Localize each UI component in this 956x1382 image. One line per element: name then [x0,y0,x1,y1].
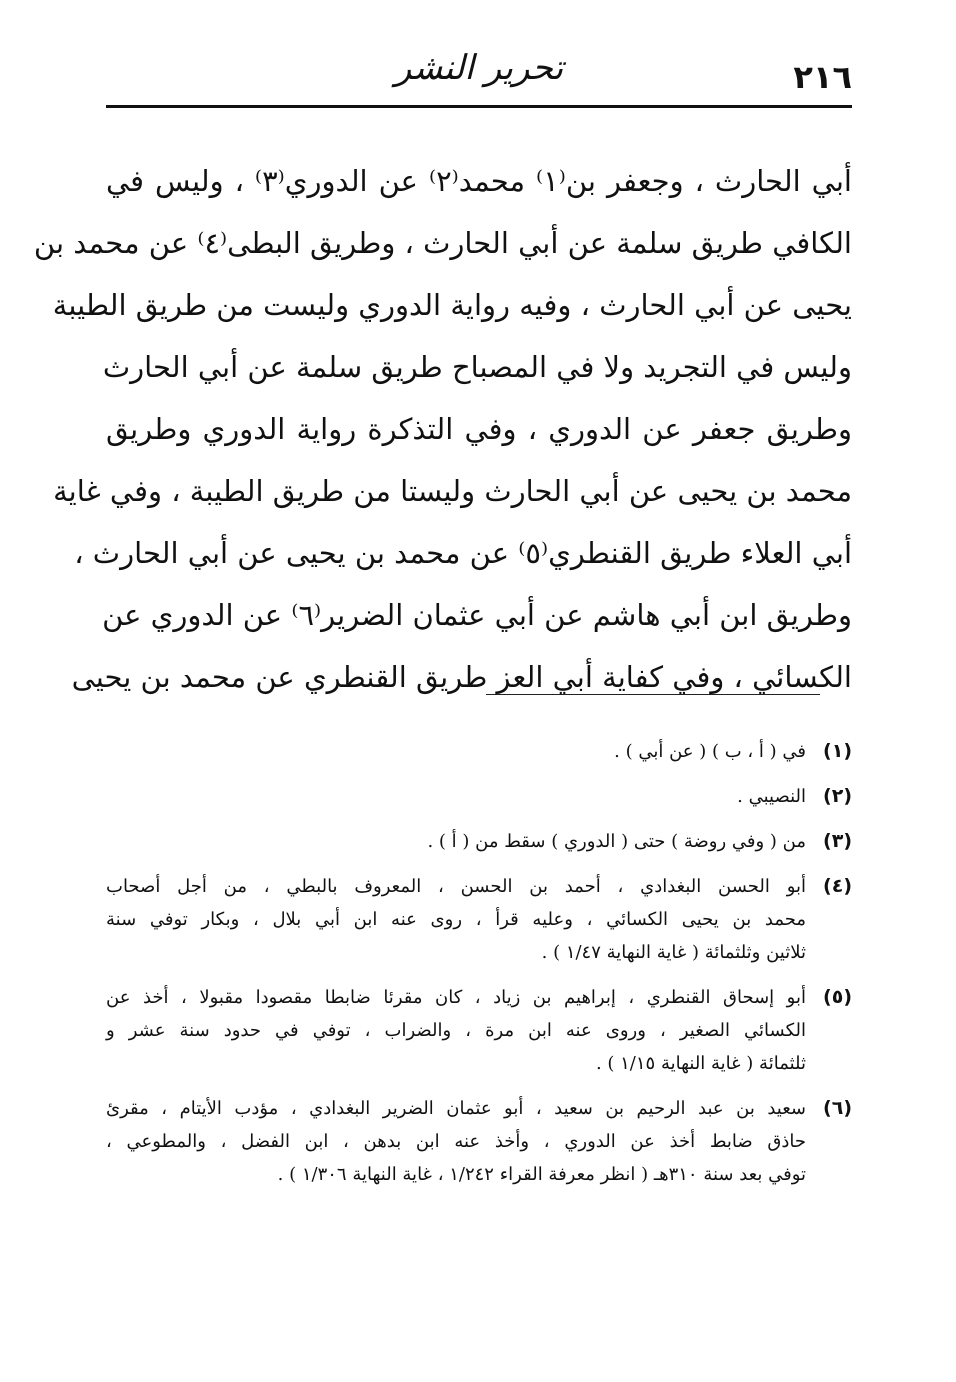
footnote-line: من ( وفي روضة ) حتى ( الدوري ) سقط من ( أ ) . [427,831,806,852]
footnote-line: أبو إسحاق القنطري ، إبراهيم بن زياد ، كان مقرئا ضابطا مقصودا مقبولا ، أخذ عن [106,987,806,1008]
text-line: وطريق جعفر عن الدوري ، وفي التذكرة رواية الدوري وطريق [106,412,852,446]
text-line: أبي الحارث ، وجعفر بن⁽١⁾ محمد⁽٢⁾ عن الدوري⁽٣⁾ ، وليس في [106,164,852,198]
text-line: محمد بن يحيى عن أبي الحارث وليستا من طريق الطيبة ، وفي غاية [53,474,852,508]
footnote-number: (٣) [823,830,852,852]
footnote-number: (٢) [823,785,852,807]
footnote-line: أبو الحسن البغدادي ، أحمد بن الحسن ، المعروف بالبطي ، من أجل أصحاب [106,876,806,897]
footnote-3 [106,825,852,858]
footnote-number: (١) [823,740,852,762]
footnote-1 [106,735,852,768]
footnote-6 [106,1092,852,1191]
text-line: الكسائي ، وفي كفاية أبي العز طريق القنطري عن محمد بن يحيى [71,660,852,694]
footnote-number: (٤) [823,875,852,897]
running-title: تحرير النشر [394,48,564,88]
footnote-separator [486,694,820,695]
footnote-line: محمد بن يحيى الكسائي ، وعليه قرأ ، روى عنه ابن أبي بلال ، وبكار توفي سنة [106,909,806,930]
footnote-number: (٥) [823,986,852,1008]
footnote-line: الكسائي الصغير ، وروى عنه ابن مرة ، والضراب ، توفي في حدود سنة عشر و [106,1020,806,1041]
page-header [106,40,852,108]
footnote-line: في ( أ ، ب ) ( عن أبي ) . [614,741,806,762]
text-line: أبي العلاء طريق القنطري⁽٥⁾ عن محمد بن يحيى عن أبي الحارث ، [74,536,852,570]
footnote-2 [106,780,852,813]
footnote-5 [106,981,852,1080]
footnote-line: ثلاثين وثلثمائة ( غاية النهاية ١/٤٧ ) . [541,942,806,963]
main-text [33,150,852,708]
page-number: ٢١٦ [793,58,852,96]
footnote-line: ثلثمائة ( غاية النهاية ١/١٥ ) . [595,1053,806,1074]
text-line: وليس في التجريد ولا في المصباح طريق سلمة عن أبي الحارث [102,350,852,384]
header-rule [106,105,852,108]
text-line: يحيى عن أبي الحارث ، وفيه رواية الدوري وليست من طريق الطيبة [52,288,852,322]
text-line: وطريق ابن أبي هاشم عن أبي عثمان الضرير⁽٦⁾ عن الدوري عن [102,598,852,632]
footnote-line: سعيد بن عبد الرحيم بن سعيد ، أبو عثمان الضرير البغدادي ، مؤدب الأيتام ، مقرئ [106,1098,806,1119]
text-line: الكافي طريق سلمة عن أبي الحارث ، وطريق البطى⁽٤⁾ عن محمد بن [33,226,852,260]
footnote-line: توفي بعد سنة ٣١٠هـ ( انظر معرفة القراء ١/٢٤٢ ، غاية النهاية ١/٣٠٦ ) . [277,1164,806,1185]
footnote-number: (٦) [823,1097,852,1119]
footnote-4 [106,870,852,969]
footnote-line: النصيبي . [737,786,806,807]
footnotes [106,735,852,1203]
footnote-line: حاذق ضابط أخذ عن الدوري ، وأخذ عنه ابن بدهن ، ابن الفضل ، والمطوعي ، [106,1131,806,1152]
